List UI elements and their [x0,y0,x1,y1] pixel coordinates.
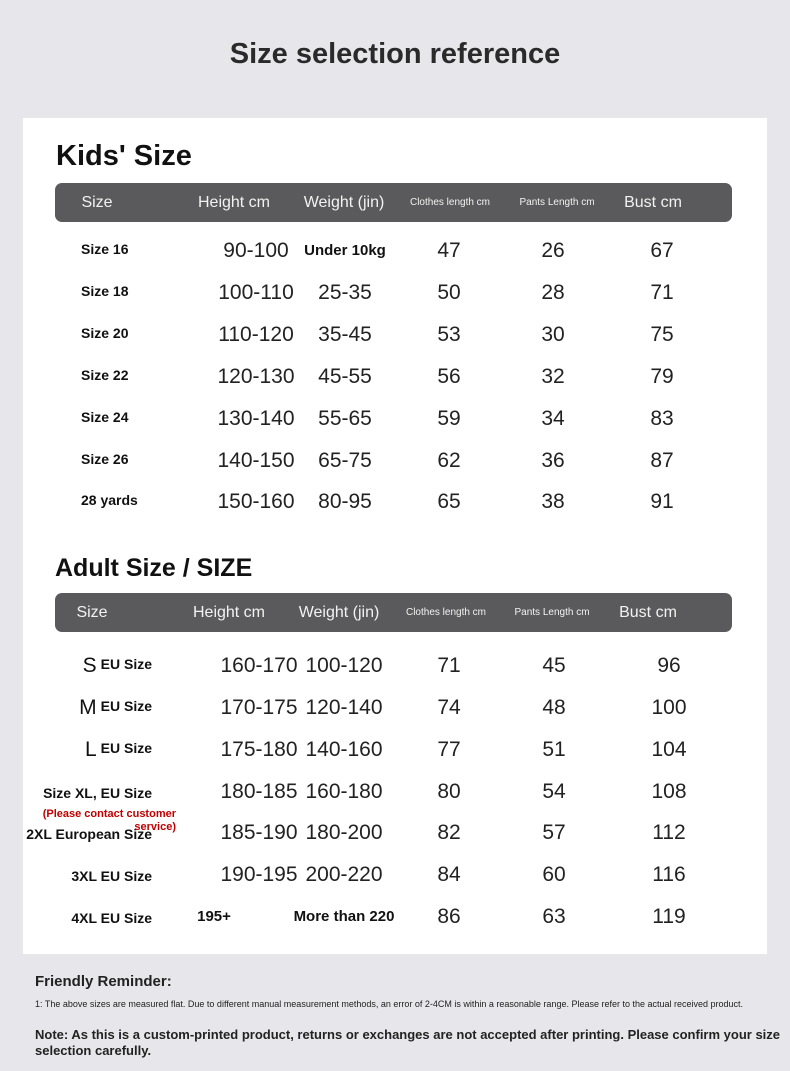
header-size: Size [81,194,113,211]
cell-height: 185-190 [220,821,298,844]
cell-weight: 200-220 [305,863,383,886]
cell-bust: 79 [650,365,674,388]
size-label: Size 16 [81,241,129,257]
cell-clothes-length: 50 [437,281,461,304]
cell-clothes-length: 84 [437,863,461,886]
size-label [71,868,152,884]
header-weight: Weight (jin) [298,604,380,621]
size-text: EU Size [100,698,152,714]
cell-weight: 25-35 [318,281,372,304]
cell-bust: 104 [651,738,687,761]
table-row [23,490,767,530]
header-bust: Bust cm [619,604,677,621]
cell-bust: 112 [652,821,686,844]
cell-clothes-length: 80 [437,780,461,803]
header-weight: Weight (jin) [303,194,385,211]
size-text: 2XL European Size [26,826,152,842]
cell-height: 100-110 [218,281,294,304]
table-row [23,365,767,405]
cell-bust: 83 [650,407,674,430]
cell-weight: 55-65 [318,407,372,430]
page-title: Size selection reference [229,38,561,70]
cell-clothes-length: 82 [437,821,461,844]
cell-height: 120-130 [217,365,295,388]
table-row [23,738,767,778]
reminder-title: Friendly Reminder: [35,973,172,990]
table-row [23,449,767,489]
cell-weight: 120-140 [305,696,383,719]
cell-clothes-length: 59 [437,407,461,430]
cell-pants-length: 57 [542,821,566,844]
cell-clothes-length: 86 [437,905,461,928]
cell-bust: 100 [651,696,687,719]
cell-weight: Under 10kg [304,242,386,259]
cell-pants-length: 32 [541,365,565,388]
cell-weight: 35-45 [318,323,372,346]
size-label [85,738,152,762]
cell-weight: 65-75 [318,449,372,472]
cell-clothes-length: 62 [437,449,461,472]
cell-bust: 119 [652,905,686,928]
cell-clothes-length: 53 [437,323,461,346]
cell-height: 90-100 [223,239,289,262]
cell-pants-length: 34 [541,407,565,430]
cell-pants-length: 48 [542,696,566,719]
size-label: Size 22 [81,367,129,383]
size-letter: L [84,738,97,761]
size-label [83,654,152,678]
cell-pants-length: 28 [541,281,565,304]
cell-height: 190-195 [220,863,298,886]
cell-bust: 71 [650,281,674,304]
cell-height: 170-175 [220,696,298,719]
cell-bust: 75 [650,323,674,346]
cell-bust: 67 [650,239,674,262]
header-height: Height cm [197,194,271,211]
measurement-note: 1: The above sizes are measured flat. Due to different manual measurement methods, an error of 2-4CM is within a reasonable range. Please refer to the actual received product. [35,999,744,1009]
cell-height: 175-180 [220,738,298,761]
return-policy-note: Note: As this is a custom-printed product, returns or exchanges are not accepted after printing. Please confirm your size selection carefully. [35,1027,781,1058]
table-row [23,239,767,279]
cell-pants-length: 60 [542,863,566,886]
cell-weight: 180-200 [305,821,383,844]
size-label [79,696,152,720]
cell-clothes-length: 74 [437,696,461,719]
cell-bust: 108 [651,780,687,803]
kids-table-header [55,183,732,222]
size-letter: M [79,696,97,719]
cell-weight: 80-95 [318,490,372,513]
header-bust: Bust cm [624,194,682,211]
cell-bust: 96 [657,654,681,677]
header-pants-length: Pants Length cm [514,607,590,618]
cell-bust: 116 [652,863,686,886]
cell-pants-length: 51 [542,738,566,761]
size-text: 3XL EU Size [71,868,152,884]
cell-height: 130-140 [217,407,295,430]
header-size: Size [76,604,108,621]
cell-height: 180-185 [220,780,298,803]
size-label: 28 yards [81,492,138,508]
cell-pants-length: 54 [542,780,566,803]
size-label: Size 20 [81,325,129,341]
table-row [23,654,767,694]
size-text: EU Size [100,740,152,756]
size-label [71,910,152,926]
cell-height: 110-120 [218,323,294,346]
size-text: Size XL, EU Size [43,785,152,801]
size-label [43,785,152,801]
size-label: Size 24 [81,409,129,425]
contact-service-note: (Please contact customer service) [42,808,176,833]
table-row [23,905,767,945]
adult-size-title: Adult Size / SIZE [55,554,253,582]
cell-bust: 87 [650,449,674,472]
table-row [23,696,767,736]
table-row [23,863,767,903]
header-clothes-length: Clothes length cm [409,197,491,208]
cell-pants-length: 36 [541,449,565,472]
kids-size-title: Kids' Size [56,140,192,172]
cell-clothes-length: 47 [437,239,461,262]
size-text: 4XL EU Size [71,910,152,926]
adult-table-header [55,593,732,632]
size-label: Size 26 [81,451,129,467]
cell-weight: 140-160 [305,738,383,761]
header-clothes-length: Clothes length cm [405,607,487,618]
cell-height: 195+ [197,908,231,925]
table-row [23,323,767,363]
cell-pants-length: 45 [542,654,566,677]
cell-pants-length: 26 [541,239,565,262]
cell-pants-length: 38 [541,490,565,513]
size-text: EU Size [100,656,152,672]
cell-height: 140-150 [217,449,295,472]
cell-clothes-length: 77 [437,738,461,761]
cell-clothes-length: 71 [437,654,461,677]
cell-weight: 100-120 [305,654,383,677]
cell-weight: More than 220 [293,908,395,925]
header-height: Height cm [192,604,266,621]
cell-pants-length: 63 [542,905,566,928]
cell-clothes-length: 56 [437,365,461,388]
cell-height: 150-160 [217,490,295,513]
header-pants-length: Pants Length cm [519,197,595,208]
cell-clothes-length: 65 [437,490,461,513]
table-row [23,281,767,321]
cell-weight: 45-55 [318,365,372,388]
size-label: Size 18 [81,283,129,299]
size-letter: S [82,654,97,677]
cell-weight: 160-180 [305,780,383,803]
cell-pants-length: 30 [541,323,565,346]
cell-bust: 91 [650,490,674,513]
cell-height: 160-170 [220,654,298,677]
table-row [23,407,767,447]
